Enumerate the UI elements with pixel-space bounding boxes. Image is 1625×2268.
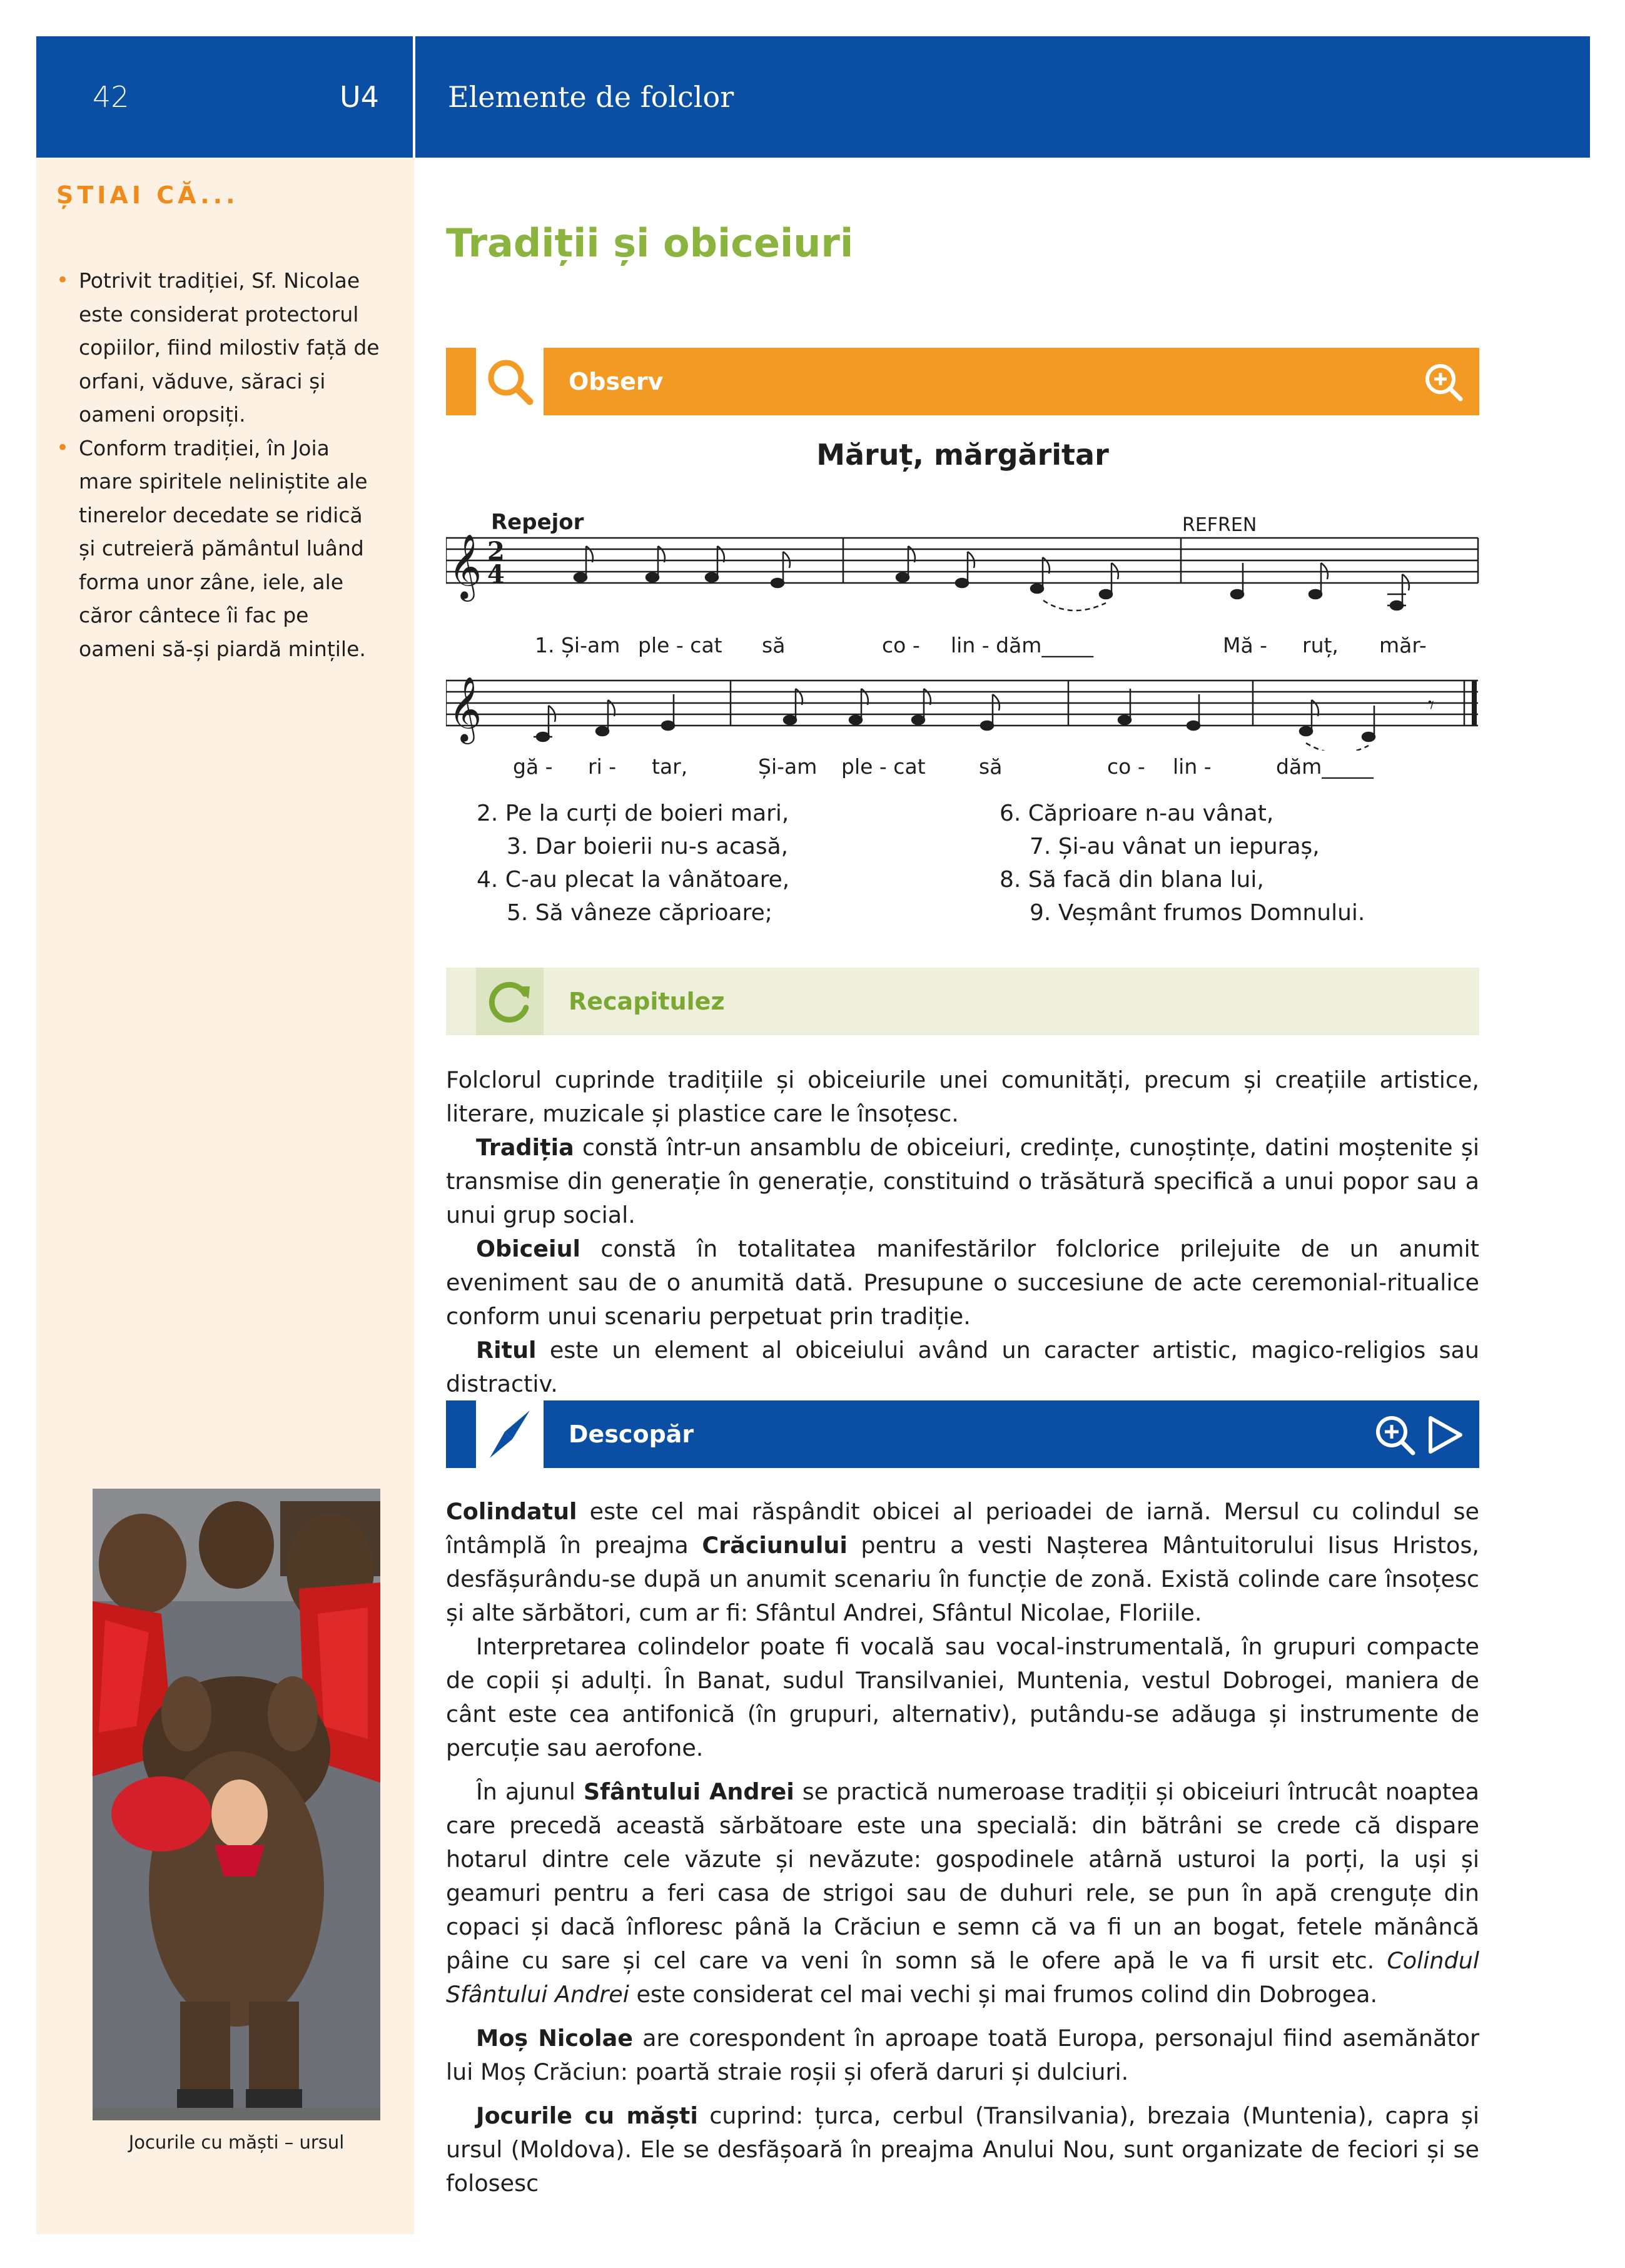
recap-obiceiul: Obiceiul constă în totalitatea manifestărilor folclorice prilejuite de un anumit eveniment sau de o anumită dată. Presupune o succesiune de acte ceremonial-ritualice conform unui scenariu perpetuat prin tradiție.: [446, 1235, 1479, 1330]
observ-label: Observ: [569, 368, 664, 395]
section-title: Tradiții și obiceiuri: [446, 220, 854, 266]
verse-line: 4. C-au plecat la vânătoare,: [477, 867, 790, 893]
song-title: Măruț, mărgăritar: [816, 438, 1109, 472]
lyric-syllable: gă -: [513, 754, 553, 779]
descopar-text: [446, 1495, 1479, 2200]
unit-label: U4: [340, 80, 379, 114]
compass-icon: [476, 1400, 544, 1468]
zoom-in-icon[interactable]: [1423, 362, 1464, 403]
tempo-marking: Repejor: [491, 510, 584, 535]
lyric-syllable: dăm_____: [1276, 754, 1374, 779]
lyric-syllable: să: [979, 754, 1003, 779]
recap-label: Recapitulez: [569, 988, 725, 1015]
play-icon[interactable]: [1425, 1414, 1466, 1455]
header-divider: [413, 36, 415, 158]
lyric-syllable: măr-: [1379, 633, 1427, 657]
verse-line: 8. Să facă din blana lui,: [1000, 867, 1264, 893]
lyric-syllable: să: [762, 633, 786, 657]
lyric-syllable: ple - cat: [638, 633, 722, 657]
recap-text: [446, 1063, 1479, 1401]
svg-text:𝄞: 𝄞: [448, 534, 482, 599]
lyric-syllable: lin -: [1173, 754, 1212, 779]
paragraph-interpretarea: Interpretarea colindelor poate fi vocală sau vocal-instrumentală, în grupuri compacte de copii și adulți. În Banat, sudul Transilvaniei, Muntenia, vestul Dobrogei, maniera de cânt este cea antifonică (în grupuri, alternativ), putându-se adăuga și instrumente de percuție sau aerofone.: [446, 1633, 1479, 1761]
sidebar-fact: • Conform tradiției, în Joia mare spiritele neliniștite ale tinerelor decedate se ridică și cutreieră pământul luând forma unor zâne, iele, ale căror cântece îi fac pe oameni să-și piardă mințile.: [56, 432, 382, 666]
paragraph-colindatul: Colindatul este cel mai răspândit obicei al perioadei de iarnă. Mersul cu colindul se întâmplă în preajma Crăciunului pentru a vesti Nașterea Mântuitorului Iisus Hristos, desfășurându-se după un anumit scenariu în funcție de zonă. Există colinde care însoțesc și alte sărbători, cum ar fi: Sfântul Andrei, Sfântul Nicolae, Floriile.: [446, 1498, 1479, 1626]
recap-header: [446, 968, 1479, 1035]
observ-header: [446, 348, 1479, 415]
svg-text:𝄾: 𝄾: [1428, 691, 1435, 719]
paragraph-jocurile: Jocurile cu măști cuprind: țurca, cerbul (Transilvania), brezaia (Muntenia), capra și ursul (Moldova). Ele se desfășoară în preajma Anului Nou, sunt organizate de feciori și se folosesc: [446, 2102, 1479, 2197]
sidebar-title: ȘTIAI CĂ...: [56, 181, 239, 209]
sidebar-fact: • Potrivit tradiției, Sf. Nicolae este considerat protectorul copiilor, fiind milostiv față de orfani, văduve, săraci și oameni oropsiți.: [56, 264, 382, 432]
lyric-syllable: ple - cat: [841, 754, 926, 779]
refresh-icon: [476, 968, 544, 1035]
lyric-syllable: tar,: [652, 754, 688, 779]
bear-mask-photo: [93, 1489, 380, 2120]
verse-line: 5. Să vâneze căprioare;: [507, 900, 772, 926]
recap-traditia: Tradiția constă într-un ansamblu de obiceiuri, credințe, cunoștințe, datini moștenite și transmise din generație în generație, constituind o trăsătură specifică a unui popor sau a unui grup social.: [446, 1134, 1479, 1228]
lyric-syllable: ruț,: [1302, 633, 1339, 657]
sidebar-facts-list: [56, 264, 382, 666]
header-bar: [36, 36, 1590, 158]
recap-ritul: Ritul este un element al obiceiului având un caracter artistic, magico-religios sau distractiv.: [446, 1337, 1479, 1397]
verse-line: 9. Veșmânt frumos Domnului.: [1030, 900, 1365, 926]
verse-line: 6. Căprioare n-au vânat,: [1000, 801, 1274, 826]
recap-intro: Folclorul cuprinde tradițiile și obiceiurile unei comunități, precum și creațiile artistice, literare, muzicale și plastice care le însoțesc.: [446, 1066, 1479, 1127]
lyric-syllable: co -: [882, 633, 920, 657]
paragraph-sfantul-andrei: În ajunul Sfântului Andrei se practică numeroase tradiții și obiceiuri întrucât noaptea care precedă această sărbătoare este una specială: din bătrâni se crede că dispare hotarul dintre cele văzute și nevăzute: gospodinele atârnă usturoi la porți, la uși și geamuri pentru a feri casa de strigoi sau de duhuri rele, se pun în apă crenguțe din copaci și dacă înfloresc până la Crăciun e semn că va fi un an bogat, fetele mănâncă pâine cu sare și cel care va veni în somn să le ofere apă le va fi ursit etc. Colindul Sfântului Andrei este considerat cel mai vechi și mai frumos colind din Dobrogea.: [446, 1778, 1479, 2008]
page-number: 42: [93, 80, 129, 114]
descopar-label: Descopăr: [569, 1420, 694, 1448]
zoom-in-icon[interactable]: [1373, 1413, 1417, 1457]
verse-line: 7. Și-au vânat un iepuraș,: [1030, 834, 1320, 859]
svg-text:𝄞: 𝄞: [448, 676, 482, 742]
lyric-syllable: Și-am: [758, 754, 818, 779]
refrain-marking: REFREN: [1182, 514, 1257, 536]
lyric-syllable: lin - dăm_____: [951, 633, 1093, 657]
svg-text:4: 4: [487, 560, 505, 589]
svg-text:2: 2: [487, 537, 505, 566]
chapter-title: Elemente de folclor: [448, 80, 734, 114]
magnifier-icon: [476, 348, 544, 415]
photo-caption: Jocurile cu măști – ursul: [128, 2132, 345, 2153]
verse-line: 2. Pe la curți de boieri mari,: [477, 801, 789, 826]
lyric-syllable: co -: [1107, 754, 1145, 779]
lyric-syllable: Mă -: [1223, 633, 1268, 657]
paragraph-mos-nicolae: Moș Nicolae are corespondent în aproape toată Europa, personajul fiind asemănător lui Moș Crăciun: poartă straie roșii și oferă daruri și dulciuri.: [446, 2025, 1479, 2085]
lyric-syllable: ri -: [588, 754, 617, 779]
lyric-syllable: 1. Și-am: [535, 633, 620, 657]
descopar-header: [446, 1400, 1479, 1468]
bear-mask-illustration: [93, 1489, 380, 2120]
verse-line: 3. Dar boierii nu-s acasă,: [507, 834, 789, 859]
